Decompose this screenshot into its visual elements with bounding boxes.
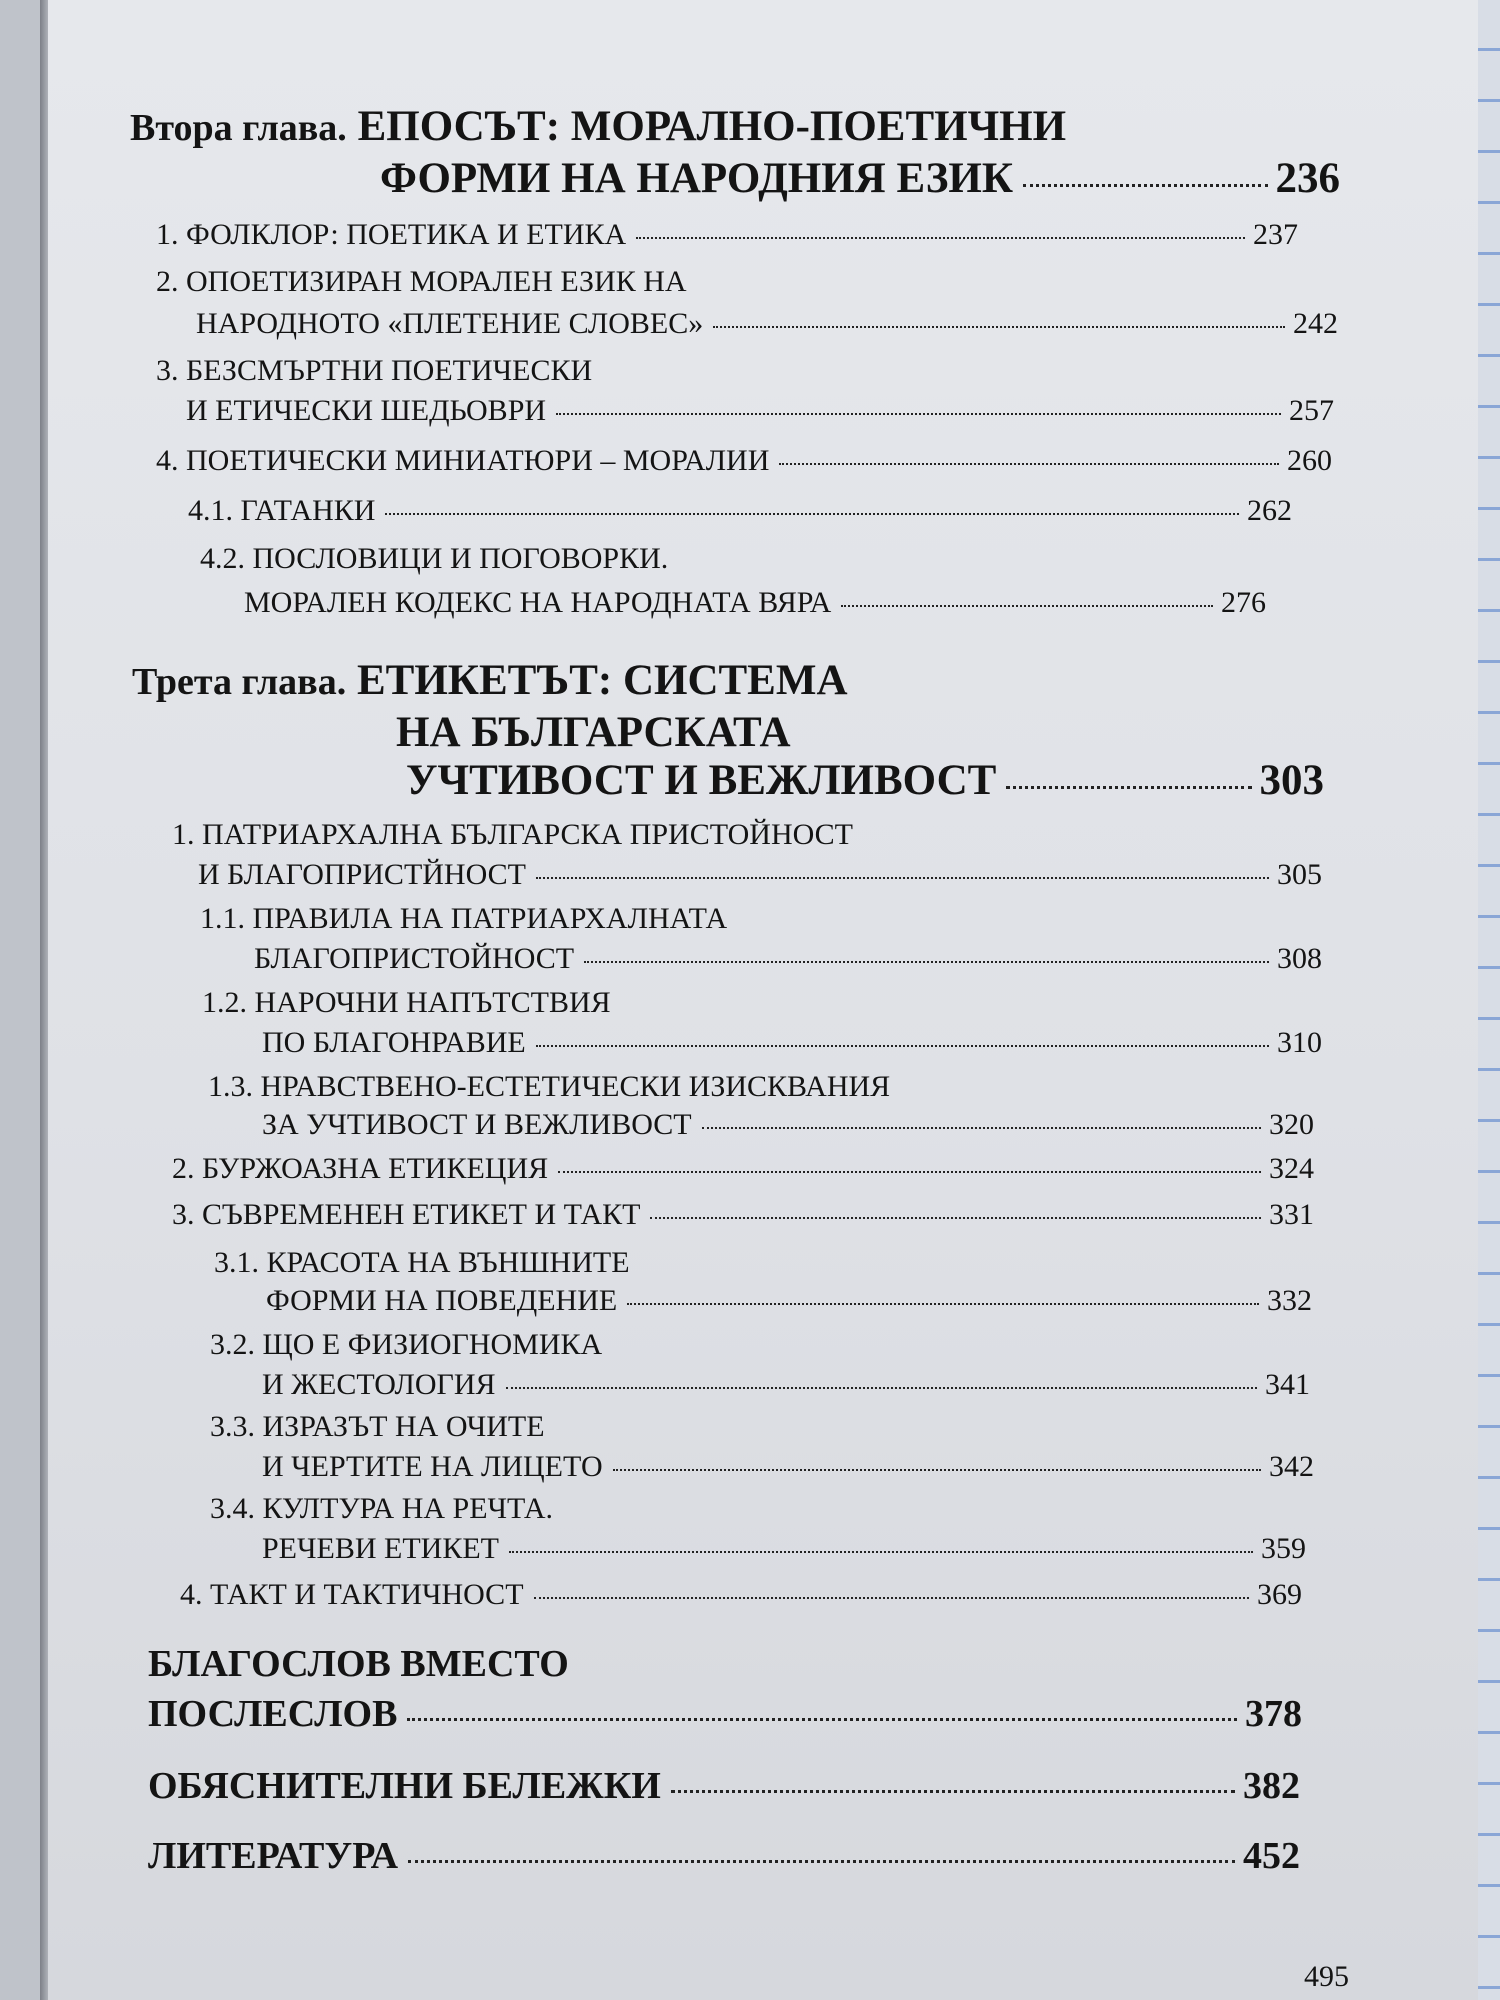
toc-entry-title: ПО БЛАГОНРАВИЕ xyxy=(262,1026,526,1059)
closing-entry-line1: БЛАГОСЛОВ ВМЕСТО xyxy=(148,1643,569,1685)
toc-entry-page: 320 xyxy=(1269,1108,1314,1141)
toc-entry-page: 382 xyxy=(1243,1765,1300,1807)
toc-entry-line1: 4.2. ПОСЛОВИЦИ И ПОГОВОРКИ. xyxy=(200,542,669,575)
toc-entry[interactable] xyxy=(156,218,1298,252)
toc-entry[interactable] xyxy=(244,586,1266,620)
toc-entry-page: 310 xyxy=(1277,1026,1322,1059)
toc-entry-line1: 3.4. КУЛТУРА НА РЕЧТА. xyxy=(210,1492,554,1525)
toc-entry-page: 308 xyxy=(1277,942,1322,975)
dot-leader xyxy=(650,1217,1261,1219)
dot-leader xyxy=(702,1127,1261,1129)
dot-leader xyxy=(636,237,1245,239)
toc-entry[interactable] xyxy=(156,444,1332,478)
toc-entry[interactable] xyxy=(262,1108,1314,1142)
toc-entry-page: 324 xyxy=(1269,1152,1314,1185)
toc-entry-page: 359 xyxy=(1261,1532,1306,1565)
dot-leader xyxy=(408,1860,1235,1863)
toc-entry-title: 1. ФОЛКЛОР: ПОЕТИКА И ЕТИКА xyxy=(156,218,627,251)
toc-entry-title: ПОСЛЕСЛОВ xyxy=(148,1693,398,1735)
toc-entry-title: 4. ТАКТ И ТАКТИЧНОСТ xyxy=(180,1578,524,1611)
toc-entry-major[interactable] xyxy=(148,1834,1300,1878)
toc-entry-title: И БЛАГОПРИСТЙНОСТ xyxy=(198,858,526,891)
toc-entry-line1: 3.1. КРАСОТА НА ВЪНШНИТЕ xyxy=(214,1246,630,1279)
toc-entry-page: 257 xyxy=(1289,394,1334,427)
chapter-2-title-line2: ФОРМИ НА НАРОДНИЯ ЕЗИК xyxy=(380,155,1014,202)
chapter-3-title-row xyxy=(406,756,1324,805)
toc-entry[interactable] xyxy=(262,1368,1310,1402)
book-spine xyxy=(40,0,48,2000)
dot-leader xyxy=(1006,786,1251,789)
chapter-2-title-row xyxy=(380,154,1340,203)
toc-entry[interactable] xyxy=(180,1578,1302,1612)
chapter-2-lead: Втора глава. xyxy=(130,107,347,149)
dot-leader xyxy=(536,1045,1269,1047)
toc-entry[interactable] xyxy=(254,942,1322,976)
toc-entry-page: 305 xyxy=(1277,858,1322,891)
toc-entry-page: 341 xyxy=(1265,1368,1310,1401)
chapter-3-heading xyxy=(132,656,848,705)
toc-entry-title: ЛИТЕРАТУРА xyxy=(148,1835,399,1877)
toc-entry-title: И ЕТИЧЕСКИ ШЕДЬОВРИ xyxy=(186,394,547,427)
chapter-3-page: 303 xyxy=(1259,757,1324,804)
toc-entry-page: 378 xyxy=(1245,1693,1302,1735)
dot-leader xyxy=(536,877,1269,879)
chapter-2-page: 236 xyxy=(1275,155,1340,202)
dot-leader xyxy=(841,605,1213,607)
toc-entry[interactable] xyxy=(262,1450,1314,1484)
chapter-3-title-line1: ЕТИКЕТЪТ: СИСТЕМА xyxy=(356,657,848,704)
toc-entry-page: 332 xyxy=(1267,1284,1312,1317)
toc-entry-title: МОРАЛЕН КОДЕКС НА НАРОДНАТА ВЯРА xyxy=(244,586,832,619)
toc-entry[interactable] xyxy=(262,1532,1306,1566)
toc-entry-page: 342 xyxy=(1269,1450,1314,1483)
toc-entry-line1: 1. ПАТРИАРХАЛНА БЪЛГАРСКА ПРИСТОЙНОСТ xyxy=(172,818,854,851)
dot-leader xyxy=(558,1171,1261,1173)
toc-entry-title: 4. ПОЕТИЧЕСКИ МИНИАТЮРИ – МОРАЛИИ xyxy=(156,444,770,477)
toc-entry-title: 2. БУРЖОАЗНА ЕТИКЕЦИЯ xyxy=(172,1152,549,1185)
dot-leader xyxy=(385,513,1239,515)
toc-entry-page: 242 xyxy=(1293,307,1338,340)
left-page-edge xyxy=(0,0,40,2000)
notebook-edge xyxy=(1478,0,1500,2000)
dot-leader xyxy=(713,326,1285,328)
chapter-3-lead: Трета глава. xyxy=(132,661,347,703)
toc-entry-major[interactable] xyxy=(148,1764,1300,1808)
toc-entry-major[interactable] xyxy=(148,1692,1302,1736)
toc-entry-page: 237 xyxy=(1253,218,1298,251)
toc-entry[interactable] xyxy=(172,1152,1314,1186)
toc-entry-page: 452 xyxy=(1243,1835,1300,1877)
toc-entry-line1: 3. БЕЗСМЪРТНИ ПОЕТИЧЕСКИ xyxy=(156,354,593,387)
toc-entry-title: БЛАГОПРИСТОЙНОСТ xyxy=(254,942,575,975)
toc-entry-line1: 1.2. НАРОЧНИ НАПЪТСТВИЯ xyxy=(202,986,611,1019)
toc-entry-page: 369 xyxy=(1257,1578,1302,1611)
toc-entry[interactable] xyxy=(198,858,1322,892)
dot-leader xyxy=(1023,184,1267,187)
toc-entry[interactable] xyxy=(262,1026,1322,1060)
chapter-3-title-line3: УЧТИВОСТ И ВЕЖЛИВОСТ xyxy=(406,757,997,804)
page-number: 495 xyxy=(1304,1960,1349,1993)
toc-page xyxy=(48,0,1478,2000)
toc-entry[interactable] xyxy=(196,307,1338,341)
dot-leader xyxy=(506,1387,1257,1389)
dot-leader xyxy=(584,961,1269,963)
toc-entry-title: 3. СЪВРЕМЕНЕН ЕТИКЕТ И ТАКТ xyxy=(172,1198,641,1231)
toc-entry-title: ЗА УЧТИВОСТ И ВЕЖЛИВОСТ xyxy=(262,1108,692,1141)
toc-entry-line1: 1.3. НРАВСТВЕНО-ЕСТЕТИЧЕСКИ ИЗИСКВАНИЯ xyxy=(208,1070,891,1103)
toc-entry[interactable] xyxy=(188,494,1292,528)
toc-entry[interactable] xyxy=(186,394,1334,428)
chapter-2-title-line1: ЕПОСЪТ: МОРАЛНО-ПОЕТИЧНИ xyxy=(357,103,1067,150)
dot-leader xyxy=(509,1551,1253,1553)
toc-entry-page: 276 xyxy=(1221,586,1266,619)
toc-entry-line1: 2. ОПОЕТИЗИРАН МОРАЛЕН ЕЗИК НА xyxy=(156,265,687,298)
toc-entry-title: ОБЯСНИТЕЛНИ БЕЛЕЖКИ xyxy=(148,1765,661,1807)
toc-entry-page: 262 xyxy=(1247,494,1292,527)
toc-entry-line1: 1.1. ПРАВИЛА НА ПАТРИАРХАЛНАТА xyxy=(200,902,728,935)
dot-leader xyxy=(779,463,1279,465)
toc-entry-title: И ЖЕСТОЛОГИЯ xyxy=(262,1368,496,1401)
dot-leader xyxy=(556,413,1281,415)
chapter-3-title-line2: НА БЪЛГАРСКАТА xyxy=(396,709,791,756)
toc-entry-line1: 3.3. ИЗРАЗЪТ НА ОЧИТЕ xyxy=(210,1410,545,1443)
dot-leader xyxy=(671,1790,1235,1793)
toc-entry-title: РЕЧЕВИ ЕТИКЕТ xyxy=(262,1532,499,1565)
dot-leader xyxy=(613,1469,1261,1471)
toc-entry[interactable] xyxy=(266,1284,1312,1318)
dot-leader xyxy=(534,1597,1249,1599)
toc-entry-page: 260 xyxy=(1287,444,1332,477)
dot-leader xyxy=(407,1718,1237,1721)
toc-entry-line1: 3.2. ЩО Е ФИЗИОГНОМИКА xyxy=(210,1328,603,1361)
chapter-2-heading xyxy=(130,102,1066,151)
toc-entry-page: 331 xyxy=(1269,1198,1314,1231)
toc-entry-title: ФОРМИ НА ПОВЕДЕНИЕ xyxy=(266,1284,618,1317)
toc-entry-title: 4.1. ГАТАНКИ xyxy=(188,494,376,527)
toc-entry[interactable] xyxy=(172,1198,1314,1232)
toc-entry-title: И ЧЕРТИТЕ НА ЛИЦЕТО xyxy=(262,1450,603,1483)
toc-entry-title: НАРОДНОТО «ПЛЕТЕНИЕ СЛОВЕС» xyxy=(196,307,704,340)
dot-leader xyxy=(627,1303,1259,1305)
